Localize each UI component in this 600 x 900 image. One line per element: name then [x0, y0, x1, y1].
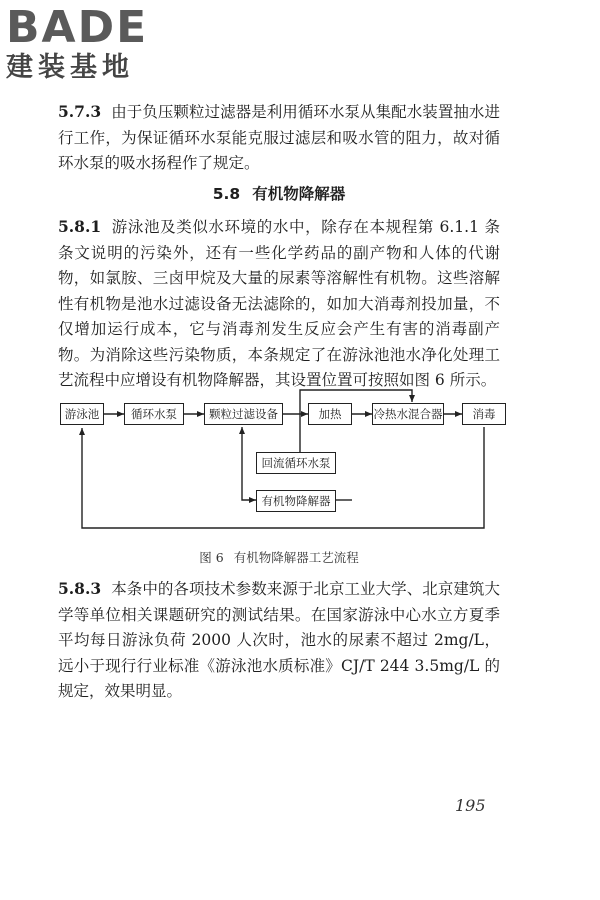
logo-main-text: BADE [6, 2, 149, 53]
clause-text: 游泳池及类似水环境的水中，除存在本规程第 6.1.1 条条文说明的污染外，还有一些化学药品的副产物和人体的代谢物，如氯胺、三卤甲烷及大量的尿素等溶解性有机物。这些溶解性有机物是池水过滤设备无法滤除的，如加大消毒剂投加量，不仅增加运行成本，它与消毒剂发生反应会产生有害的消毒副产物。为消除这些污染物质，本条规定了在游泳池池水净化处理工艺流程中应增设有机物降解器，其设置位置可按照如图 6 所示。 [58, 218, 500, 389]
return-pump-box: 回流循环水泵 [256, 452, 336, 474]
clause-text: 由于负压颗粒过滤器是利用循环水泵从集配水装置抽水进行工作，为保证循环水泵能克服过滤层和吸水管的阻力，故对循环水泵的吸水扬程作了规定。 [58, 103, 500, 172]
heating-box: 加热 [308, 403, 352, 425]
section-number: 5.8 [212, 185, 241, 203]
figure-number: 图 6 [199, 550, 224, 565]
clause-text: 本条中的各项技术参数来源于北京工业大学、北京建筑大学等单位相关课题研究的测试结果。在国家游泳中心水立方夏季平均每日游泳负荷 2000 人次时，池水的尿素不超过 2mg/L，远小于现行行业标准《游泳池水质标准》CJ/T 244 3.5mg/L 的规定，效果明显。 [58, 580, 500, 700]
clause-number: 5.7.3 [58, 102, 102, 121]
mixer-box: 冷热水混合器 [372, 403, 444, 425]
figure-caption [58, 548, 500, 566]
figure-caption-text: 有机物降解器工艺流程 [233, 550, 359, 565]
organic-degrader-box: 有机物降解器 [256, 490, 336, 512]
logo-sub-text: 建装基地 [6, 52, 134, 83]
clause-number: 5.8.3 [58, 579, 102, 598]
particle-filter-box: 颗粒过滤设备 [204, 403, 283, 425]
line-return-to-degrader [242, 472, 256, 500]
return-to-pool-line [82, 427, 484, 528]
clause-number: 5.8.1 [58, 217, 102, 236]
disinfection-box: 消毒 [462, 403, 506, 425]
circulation-pump-box: 循环水泵 [124, 403, 184, 425]
section-title: 有机物降解器 [252, 185, 346, 203]
page-number: 195 [455, 796, 486, 815]
pool-box: 游泳池 [60, 403, 104, 425]
clause-5-8-3 [58, 576, 500, 705]
